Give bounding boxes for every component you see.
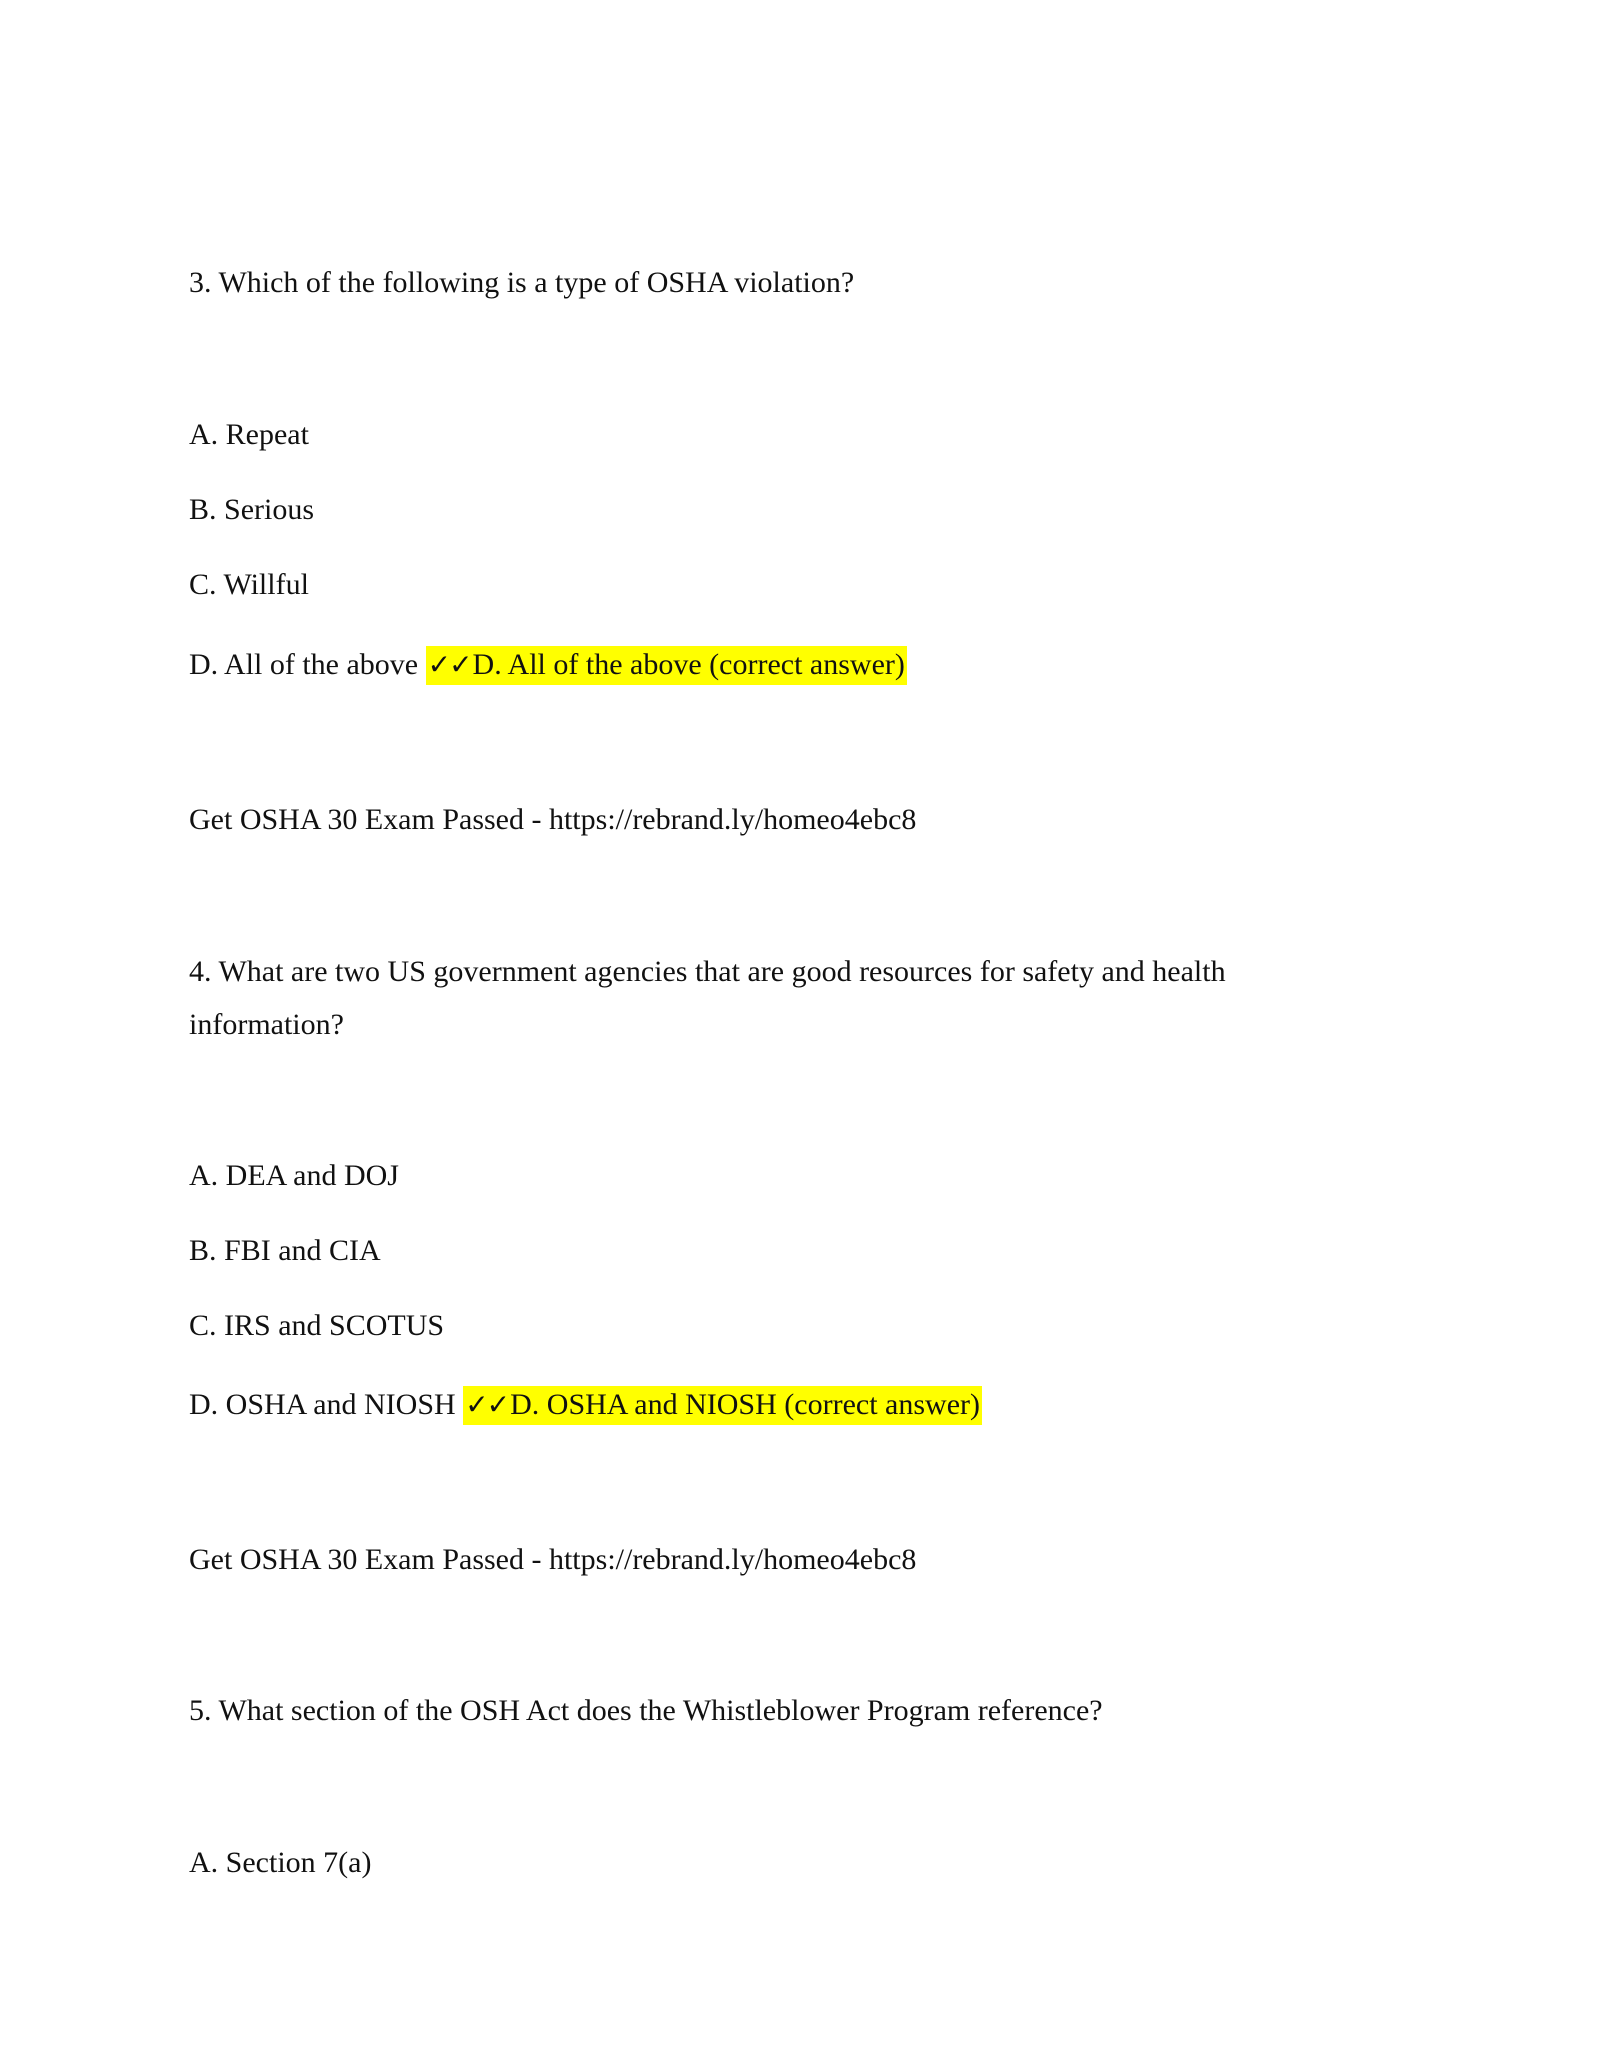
q4-option-b: B. FBI and CIA	[189, 1234, 381, 1267]
q3-option-b: B. Serious	[189, 493, 315, 526]
q4-option-c: C. IRS and SCOTUS	[189, 1309, 445, 1342]
double-check-icon: ✓✓	[427, 648, 471, 681]
q4-answer-highlight	[463, 1386, 982, 1425]
promo-link-2[interactable]: Get OSHA 30 Exam Passed - https://rebrand.ly/homeo4ebc8	[189, 1543, 917, 1576]
q3-option-c: C. Willful	[189, 568, 309, 601]
question-3: 3. Which of the following is a type of OSHA violation?	[189, 266, 855, 299]
question-4: 4. What are two US government agencies that are good resources for safety and health information?	[189, 955, 1226, 1041]
question-5: 5. What section of the OSH Act does the Whistleblower Program reference?	[189, 1694, 1103, 1727]
q3-answer-text: D. All of the above (correct answer)	[472, 648, 905, 681]
q4-option-d-line	[189, 1378, 982, 1431]
q3-option-a: A. Repeat	[189, 418, 309, 451]
q4-option-a: A. DEA and DOJ	[189, 1159, 399, 1192]
q5-option-a: A. Section 7(a)	[189, 1846, 372, 1879]
q3-option-d: D. All of the above	[189, 648, 419, 681]
q3-answer-highlight	[426, 646, 907, 685]
promo-link-1[interactable]: Get OSHA 30 Exam Passed - https://rebrand.ly/homeo4ebc8	[189, 803, 917, 836]
double-check-icon: ✓✓	[465, 1388, 509, 1421]
q3-option-d-line	[189, 638, 907, 691]
q4-answer-text: D. OSHA and NIOSH (correct answer)	[510, 1388, 980, 1421]
q4-option-d: D. OSHA and NIOSH	[189, 1388, 456, 1421]
